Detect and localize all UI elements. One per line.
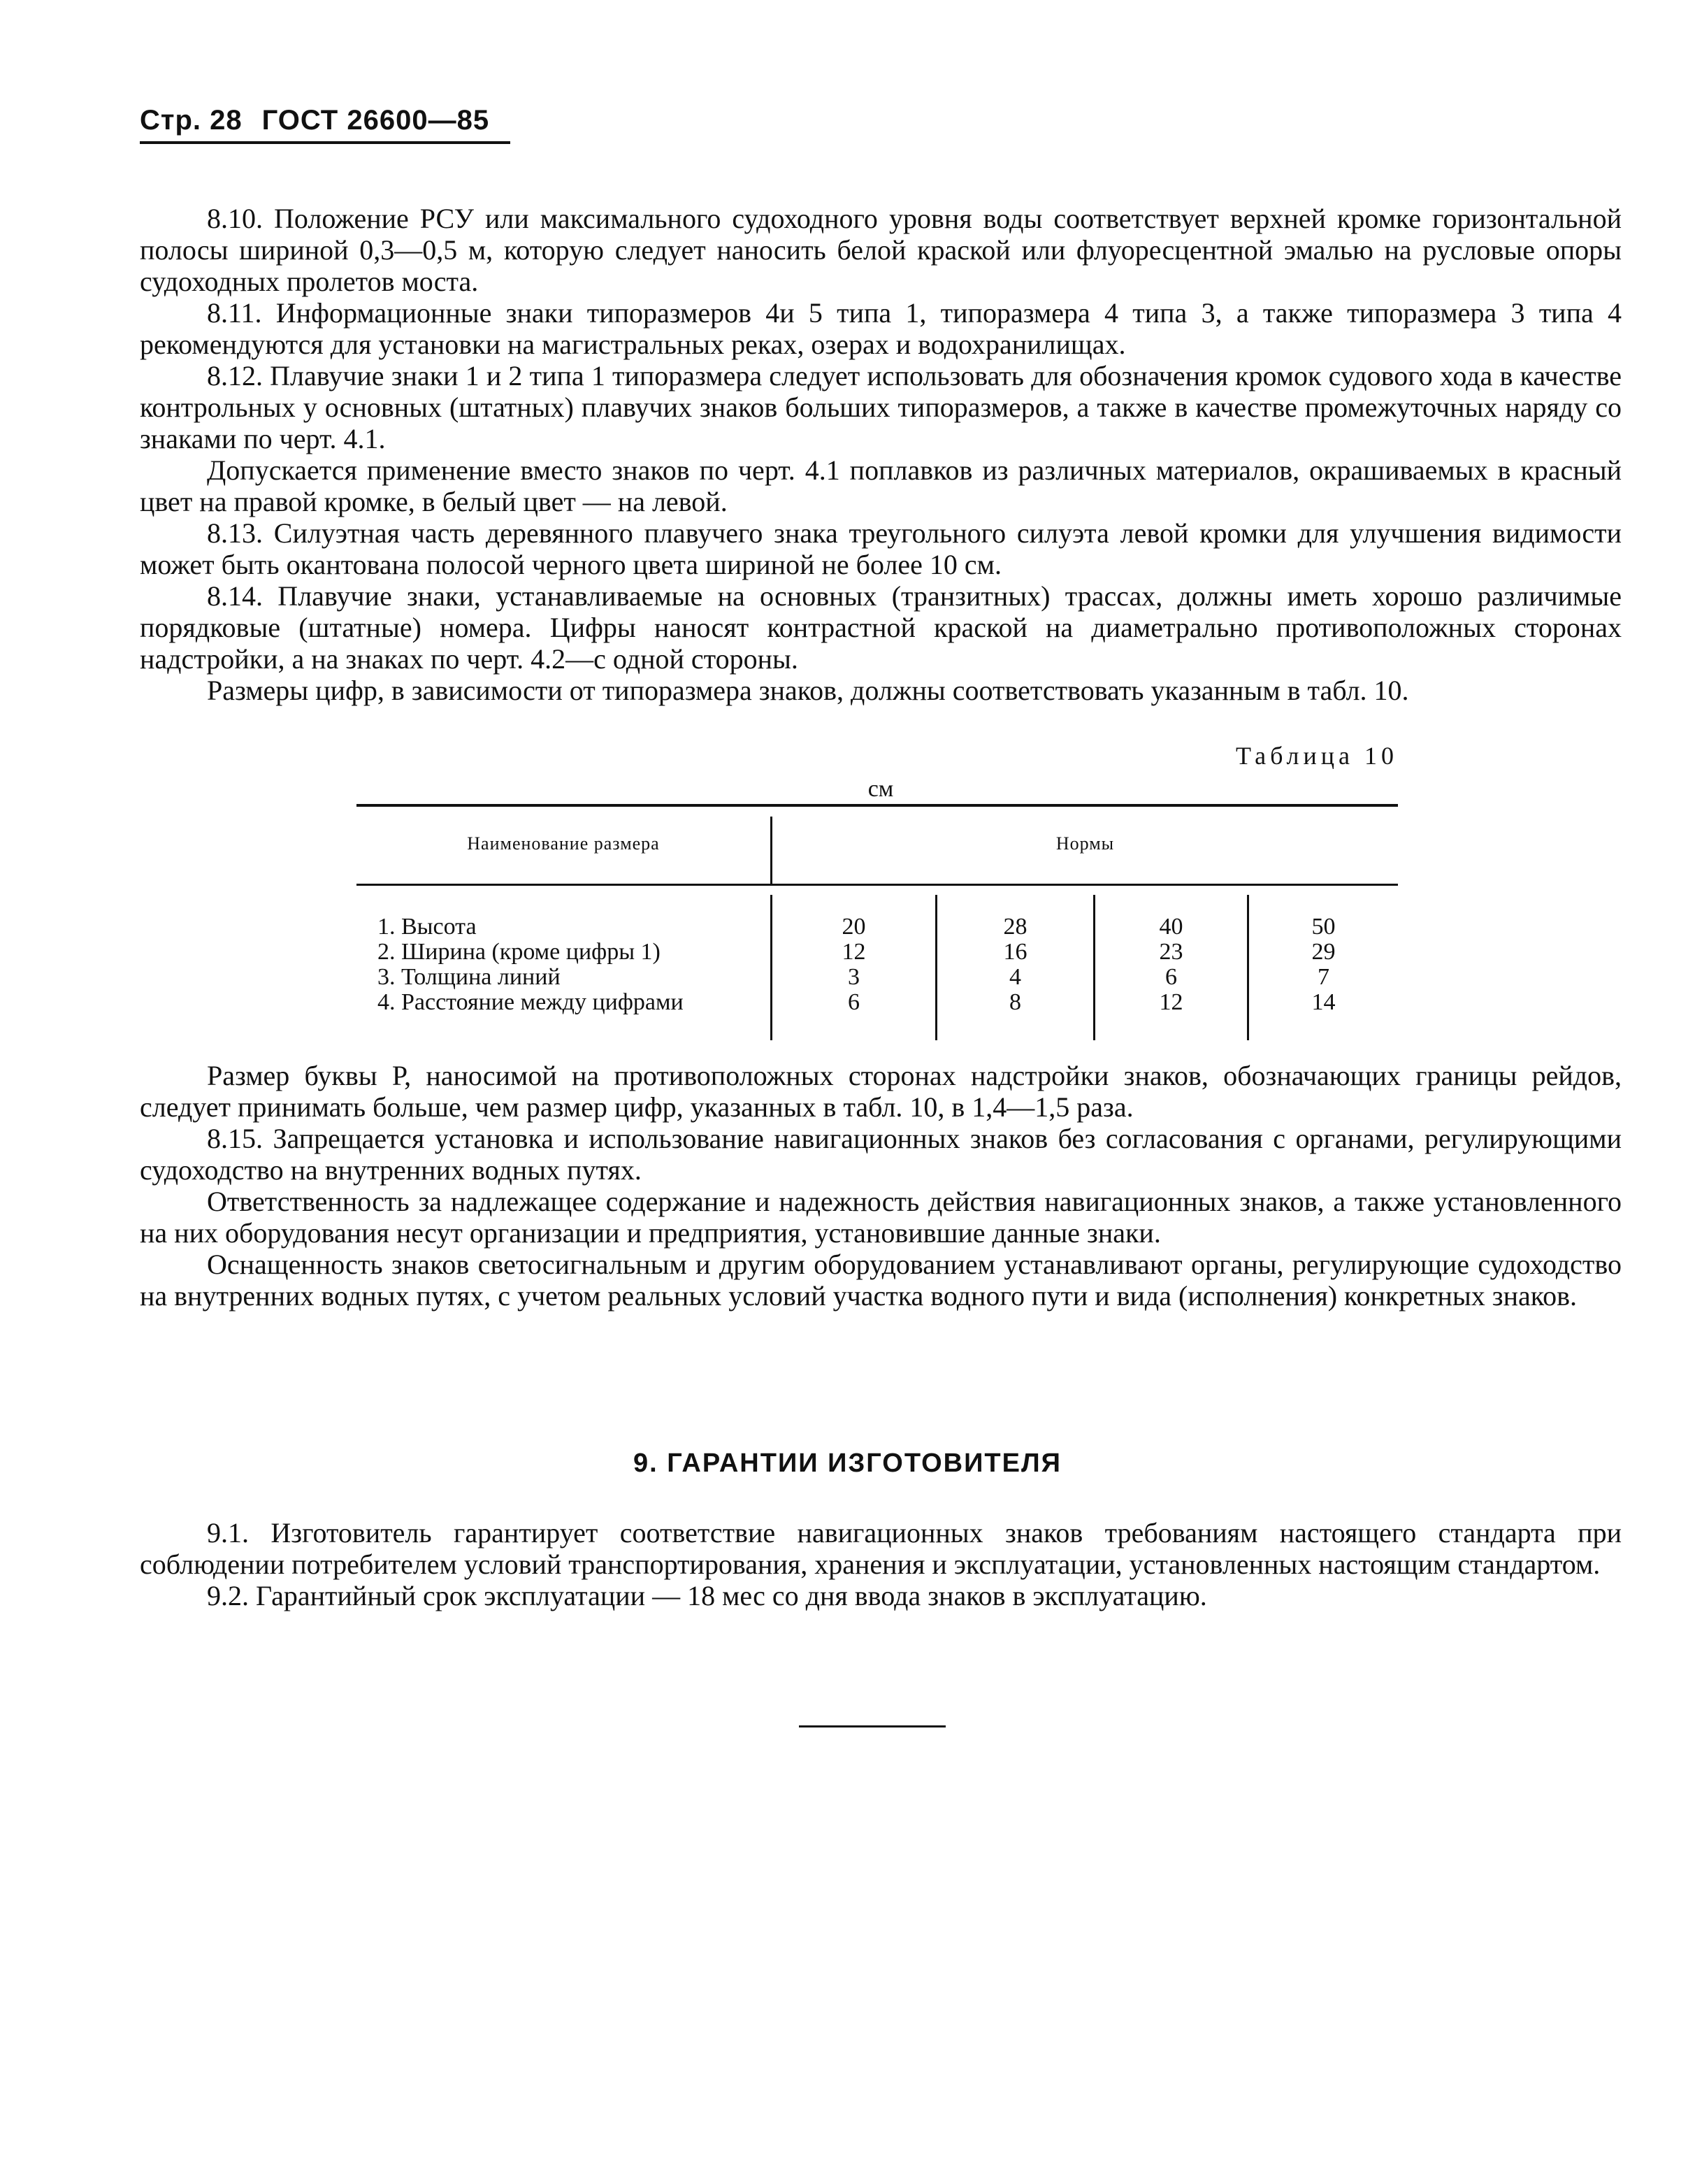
table-header-rule (356, 884, 1398, 886)
paragraph-8-12: 8.12. Плавучие знаки 1 и 2 типа 1 типоразмера следует использовать для обозначения кромок судового хода в качестве контрольных у основных (штатных) плавучих знаков больших типоразмеров, а также в качестве промежуточных наряду со знаками по черт. 4.1. (140, 360, 1622, 454)
standard-number: ГОСТ 26600—85 (261, 105, 490, 136)
paragraph-8-14: 8.14. Плавучие знаки, устанавливаемые на основных (транзитных) трассах, должны иметь хорошо различимые порядковые (штатные) номера. Цифры наносят контрастной краской на диаметрально противоположных сторонах надстройки, а на знаках по черт. 4.2—с одной стороны. (140, 580, 1622, 675)
paragraph-letter-r: Размер буквы Р, наносимой на противоположных сторонах надстройки знаков, обозначающих границы рейдов, следует принимать больше, чем размер цифр, указанных в табл. 10, в 1,4—1,5 раза. (140, 1060, 1622, 1123)
paragraph-9-2: 9.2. Гарантийный срок эксплуатации — 18 мес со дня ввода знаков в эксплуатацию. (207, 1580, 1207, 1611)
cell: 50 (1311, 914, 1336, 940)
cell: 6 (1165, 964, 1177, 990)
cell: 29 (1311, 939, 1336, 965)
cell: 3 (848, 964, 860, 990)
page-header (140, 105, 489, 136)
section-9-text (140, 1517, 1622, 1611)
body-text-upper (140, 203, 1622, 706)
cell: 12 (842, 939, 866, 965)
section-title: 9. ГАРАНТИИ ИЗГОТОВИТЕЛЯ (633, 1449, 1062, 1478)
table-header-norms: Нормы (1055, 833, 1115, 854)
body-text-lower (140, 1060, 1622, 1312)
table-top-rule (356, 804, 1398, 807)
cell: 20 (842, 914, 866, 940)
cell: 12 (1159, 989, 1183, 1015)
paragraph-9-1: 9.1. Изготовитель гарантирует соответствие навигационных знаков требованиям настоящего стандарта при соблюдении потребителем условий транспортирования, хранения и эксплуатации, установленных настоящим стандартом. (140, 1517, 1622, 1580)
paragraph-8-11: 8.11. Информационные знаки типоразмеров 4и 5 типа 1, типоразмера 4 типа 3, а также типоразмера 3 типа 4 рекомендуются для установки на магистральных реках, озерах и водохранилищах. (140, 297, 1622, 360)
table-header-name: Наименование размера (467, 833, 660, 854)
cell: 6 (848, 989, 860, 1015)
header-underline (140, 141, 510, 144)
row-label: 3. Толщина линий (377, 964, 561, 990)
cell: 4 (1009, 964, 1021, 990)
paragraph-8-13: 8.13. Силуэтная часть деревянного плавучего знака треугольного силуэта левой кромки для улучшения видимости может быть окантована полосой черного цвета шириной не более 10 см. (140, 517, 1622, 580)
end-rule (799, 1725, 946, 1727)
paragraph-responsibility: Ответственность за надлежащее содержание и надежность действия навигационных знаков, а также установленного на них оборудования несут организации и предприятия, установившие данные знаки. (140, 1186, 1622, 1249)
paragraph-equipment: Оснащенность знаков светосигнальным и другим оборудованием устанавливают органы, регулирующие судоходство на внутренних водных путях, с учетом реальных условий участка водного пути и вида (исполнения) конкретных знаков. (140, 1249, 1622, 1312)
cell: 28 (1003, 914, 1027, 940)
table-units: см (867, 776, 894, 802)
page-number: Стр. 28 (140, 105, 243, 136)
paragraph-digit-sizes: Размеры цифр, в зависимости от типоразмера знаков, должны соответствовать указанным в табл. 10. (207, 675, 1409, 706)
cell: 14 (1311, 989, 1336, 1015)
cell: 40 (1159, 914, 1183, 940)
cell: 23 (1159, 939, 1183, 965)
cell: 16 (1003, 939, 1027, 965)
table-10 (356, 804, 1398, 1042)
paragraph-8-15: 8.15. Запрещается установка и использование навигационных знаков без согласования с органами, регулирующими судоходство на внутренних водных путях. (140, 1123, 1622, 1186)
row-label: 4. Расстояние между цифрами (377, 989, 684, 1015)
paragraph-8-10: 8.10. Положение РСУ или максимального судоходного уровня воды соответствует верхней кромке горизонтальной полосы шириной 0,3—0,5 м, которую следует наносить белой краской или флуоресцентной эмалью на русловые опоры судоходных пролетов моста. (140, 203, 1622, 297)
row-label: 1. Высота (377, 914, 477, 940)
row-label: 2. Ширина (кроме цифры 1) (377, 939, 661, 965)
cell: 7 (1318, 964, 1329, 990)
table-title: Таблица 10 (1236, 742, 1398, 770)
cell: 8 (1009, 989, 1021, 1015)
paragraph-permitted: Допускается применение вместо знаков по черт. 4.1 поплавков из различных материалов, окрашиваемых в красный цвет на правой кромке, в белый цвет — на левой. (140, 454, 1622, 517)
